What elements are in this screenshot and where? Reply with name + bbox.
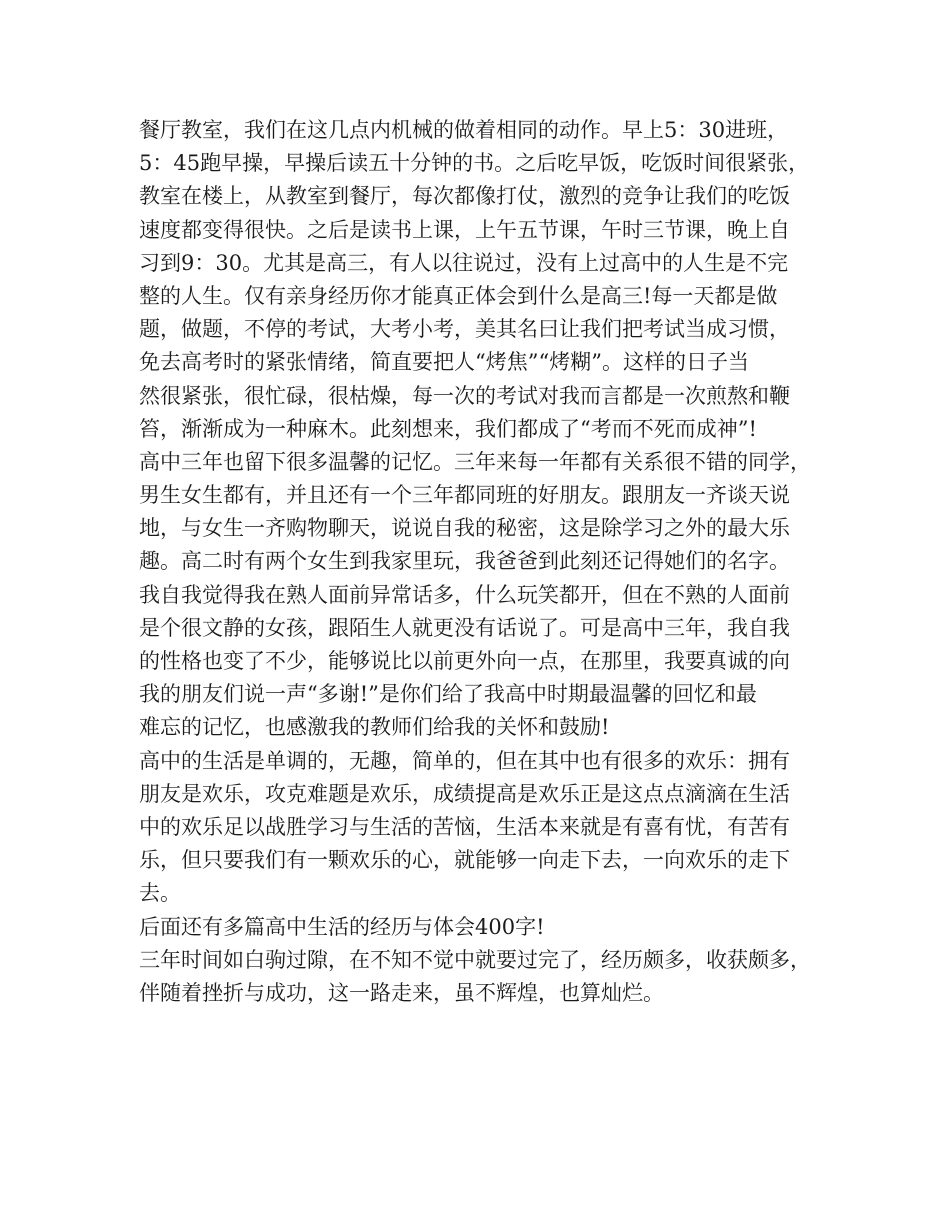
text-line: 伴随着挫折与成功，这一路走来，虽不辉煌，也算灿烂。 [139,980,664,1005]
text-line: 三年时间如白驹过隙，在不知不觉中就要过完了，经历颇多，收获颇多， [139,947,811,972]
text-line: 高中的生活是单调的，无趣，简单的，但在其中也有很多的欢乐：拥有 [139,748,790,773]
text-line: 高中三年也留下很多温馨的记忆。三年来每一年都有关系很不错的同学， [139,449,811,474]
text-line: 我自我觉得我在熟人面前异常话多，什么玩笑都开，但在不熟的人面前 [139,582,790,607]
text-line: 的性格也变了不少，能够说比以前更外向一点，在那里，我要真诚的向 [139,649,790,673]
text-line: 5：45跑早操，早操后读五十分钟的书。之后吃早饭，吃饭时间很紧张， [139,151,810,176]
text-line: 习到9：30。尤其是高三，有人以往说过，没有上过高中的人生是不完 [139,250,789,275]
text-line: 我的朋友们说一声“多谢!”是你们给了我高中时期最温馨的回忆和最 [139,682,757,707]
text-line: 速度都变得很快。之后是读书上课，上午五节课，午时三节课，晚上自 [139,217,790,242]
text-line: 然很紧张，很忙碌，很枯燥，每一次的考试对我而言都是一次煎熬和鞭 [139,383,790,408]
text-line: 餐厅教室，我们在这几点内机械的做着相同的动作。早上5：30进班， [139,118,789,142]
text-line: 地，与女生一齐购物聊天，说说自我的秘密，这是除学习之外的最大乐 [139,516,790,541]
text-line: 后面还有多篇高中生活的经历与体会400字! [139,914,545,939]
text-line: 题，做题，不停的考试，大考小考，美其名曰让我们把考试当成习惯， [139,317,790,342]
text-line: 笞，渐渐成为一种麻木。此刻想来，我们都成了“考而不死而成神”! [139,416,757,441]
text-line: 去。 [139,881,181,906]
text-line: 趣。高二时有两个女生到我家里玩，我爸爸到此刻还记得她们的名字。 [139,549,790,574]
document-body [139,114,829,1010]
text-line: 男生女生都有，并且还有一个三年都同班的好朋友。跟朋友一齐谈天说 [139,483,790,508]
text-line: 是个很文静的女孩，跟陌生人就更没有话说了。可是高中三年，我自我 [139,615,790,640]
text-line: 教室在楼上，从教室到餐厅，每次都像打仗，激烈的竞争让我们的吃饭 [139,184,790,209]
text-line: 乐，但只要我们有一颗欢乐的心，就能够一向走下去，一向欢乐的走下 [139,848,790,873]
text-line: 难忘的记忆，也感激我的教师们给我的关怀和鼓励! [139,715,610,740]
text-line: 免去高考时的紧张情绪，简直要把人“烤焦”“烤糊”。这样的日子当 [139,350,749,375]
text-line: 中的欢乐足以战胜学习与生活的苦恼，生活本来就是有喜有忧，有苦有 [139,814,790,839]
text-line: 朋友是欢乐，攻克难题是欢乐，成绩提高是欢乐正是这点点滴滴在生活 [139,781,790,806]
text-line: 整的人生。仅有亲身经历你才能真正体会到什么是高三!每一天都是做 [139,283,778,308]
